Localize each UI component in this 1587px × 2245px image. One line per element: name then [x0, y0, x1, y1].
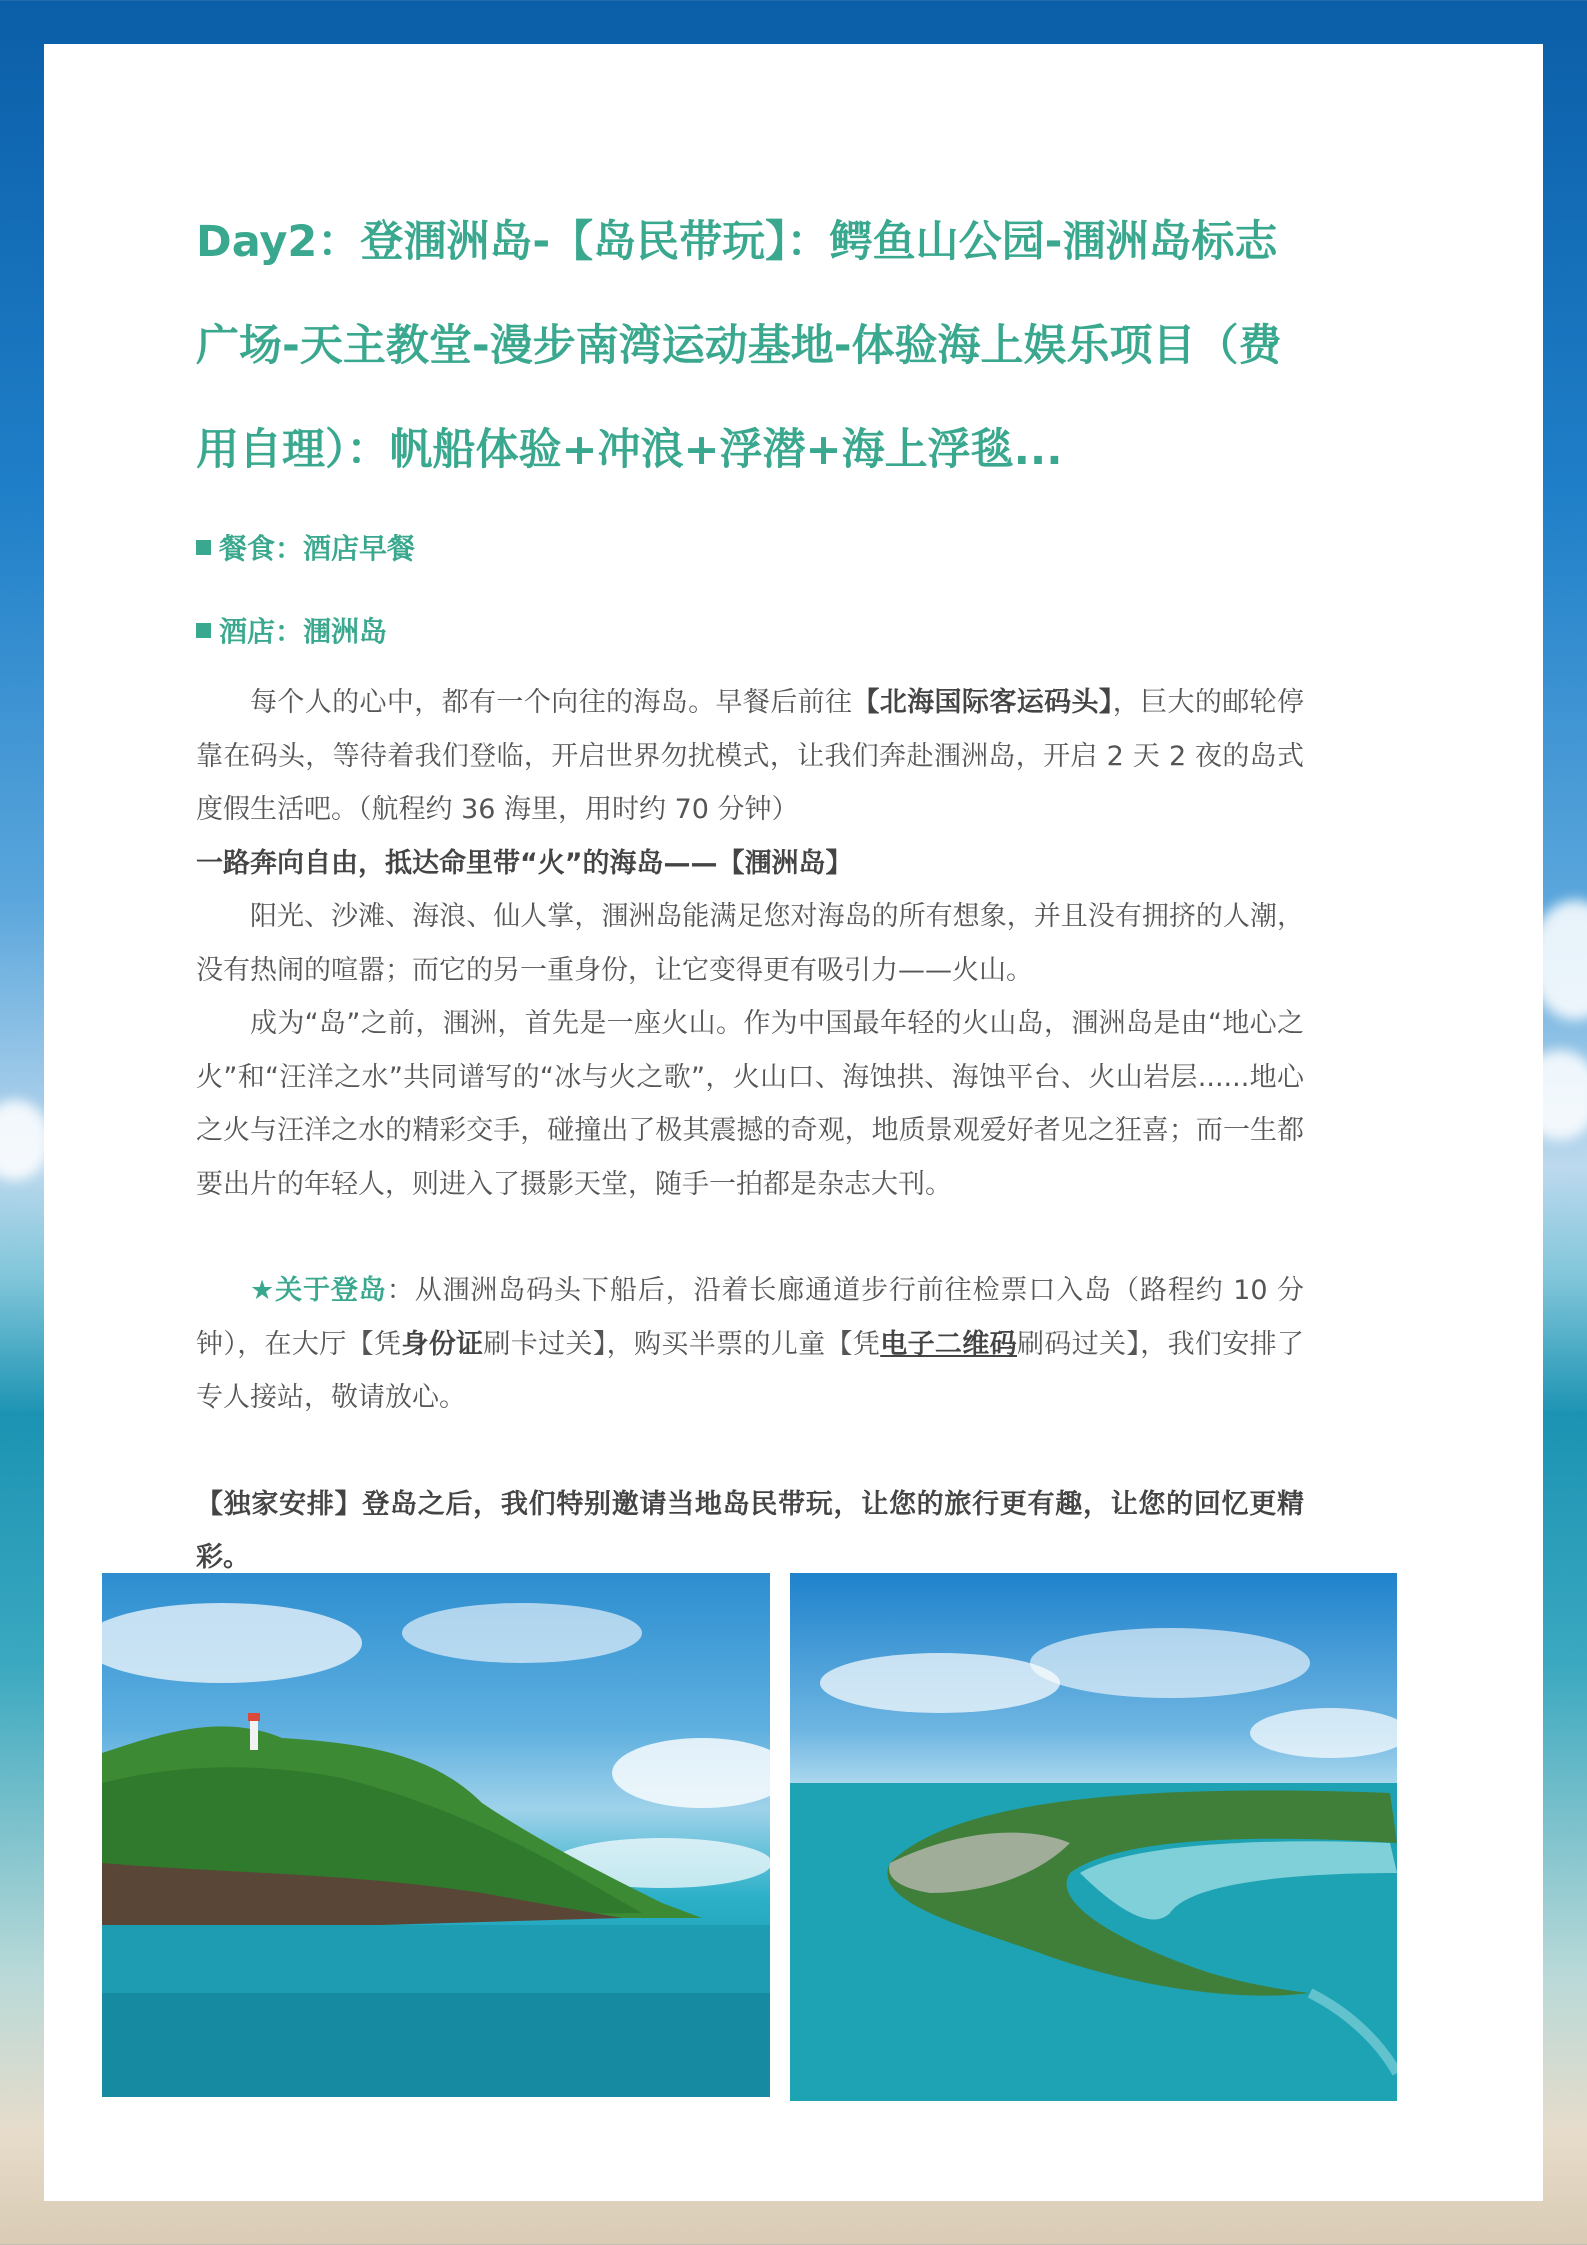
aerial-island-illustration	[790, 1573, 1397, 2101]
pier-highlight: 【北海国际客运码头】	[852, 687, 1113, 718]
aerial-island-photo	[790, 1573, 1397, 2101]
square-bullet-icon	[196, 623, 211, 638]
island-hill-photo	[102, 1573, 770, 2097]
hotel-row	[196, 610, 1304, 650]
id-card-highlight: 身份证	[401, 1328, 484, 1360]
boarding-star-label: ★关于登岛	[250, 1275, 387, 1306]
paragraph-exclusive: 【独家安排】登岛之后，我们特别邀请当地岛民带玩，让您的旅行更有趣，让您的回忆更精彩。	[196, 1488, 1304, 1573]
hotel-label: 酒店：涠洲岛	[219, 615, 388, 648]
itinerary-body	[196, 676, 1304, 1585]
background-cloud	[0, 1100, 50, 1180]
island-hill-illustration	[102, 1573, 770, 2097]
pier-text-c: ，巨大的邮轮停靠在码头，等待着我们登临，开启世界勿扰模式，让我们奔赴涠洲岛，开启 2 天 2 夜的岛式度假生活吧。（航程约 36 海里，用时约 70 分钟）	[196, 687, 1305, 825]
paragraph-boarding	[196, 1264, 1304, 1425]
paragraph-volcano: 成为“岛”之前，涠洲，首先是一座火山。作为中国最年轻的火山岛，涠洲岛是由“地心之火”和“汪洋之水”共同谱写的“冰与火之歌”，火山口、海蚀拱、海蚀平台、火山岩层......地心之火与汪洋之水的精彩交手，碰撞出了极其震撼的奇观，地质景观爱好者见之狂喜；而一生都要出片的年轻人，则进入了摄影天堂，随手一拍都是杂志大刊。	[196, 1008, 1304, 1200]
meals-label: 餐食：酒店早餐	[219, 532, 416, 565]
square-bullet-icon	[196, 540, 211, 555]
meals-row	[196, 527, 1304, 567]
boarding-text-a: ：从涠洲岛码头下船后，沿着长廊通道步行前往检票口入岛（路程约 10 分钟），在大厅【凭	[196, 1275, 1304, 1360]
qr-code-highlight: 电子二维码	[880, 1328, 1017, 1360]
day-title: Day2：登涠洲岛-【岛民带玩】：鳄鱼山公园-涠洲岛标志广场-天主教堂-漫步南湾运动基地-体验海上娱乐项目（费用自理）：帆船体验+冲浪+浮潜+海上浮毯...	[196, 217, 1282, 475]
boarding-text-e: 刷码过关】，我们安排了专人接站，敬请放心。	[196, 1328, 1305, 1413]
boarding-text-c: 刷卡过关】，购买半票的儿童【凭	[483, 1328, 881, 1360]
section-heading: 一路奔向自由，抵达命里带“火”的海岛——【涠洲岛】	[196, 847, 853, 879]
paragraph-island: 阳光、沙滩、海浪、仙人掌，涠洲岛能满足您对海岛的所有想象，并且没有拥挤的人潮，没有热闹的喧嚣；而它的另一重身份，让它变得更有吸引力——火山。	[196, 901, 1304, 986]
paragraph-pier	[196, 676, 1304, 837]
pier-text-a: 每个人的心中，都有一个向往的海岛。早餐后前往	[250, 687, 853, 718]
